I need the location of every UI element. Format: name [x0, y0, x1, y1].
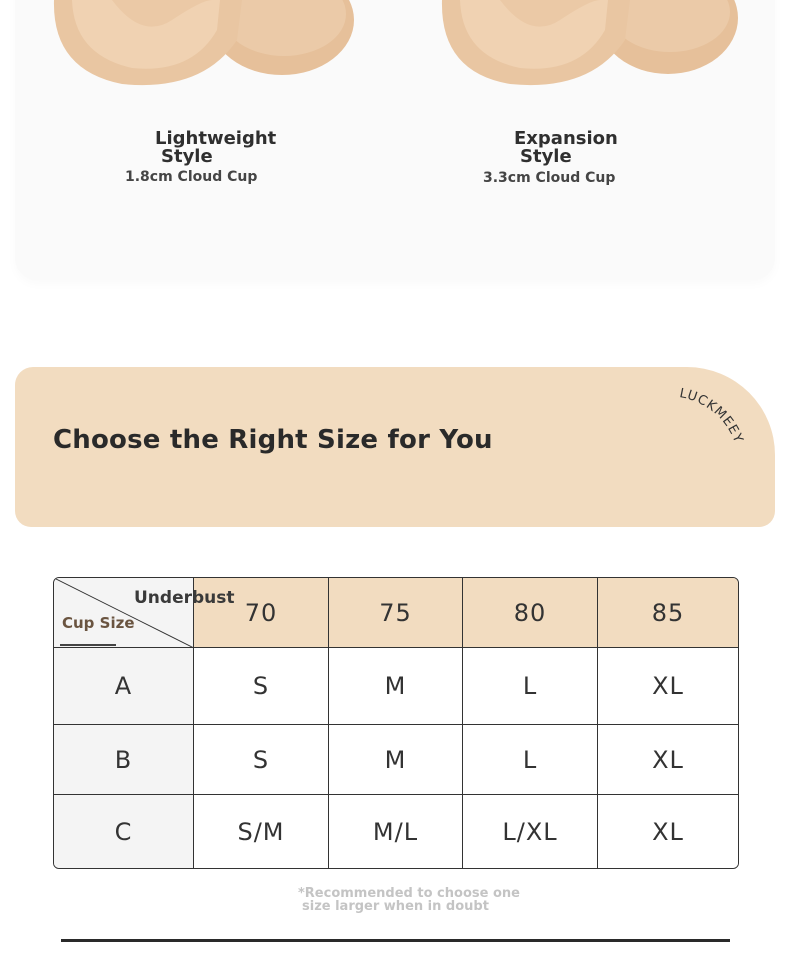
- expansion-subtitle: 3.3cm Cloud Cup: [483, 170, 616, 186]
- lightweight-style-title: [155, 130, 276, 166]
- cup-row-label-a: A: [54, 648, 194, 725]
- table-cell: XL: [598, 725, 738, 795]
- table-corner-cell: [54, 578, 235, 648]
- expansion-title-line2: Style: [520, 146, 572, 167]
- lightweight-cup-image: [52, 0, 354, 90]
- table-cell: L/XL: [463, 795, 598, 868]
- note-line-1: *Recommended to choose one: [298, 886, 520, 901]
- underbust-header-75: 75: [329, 578, 463, 648]
- table-cell: XL: [598, 648, 738, 725]
- size-recommendation-note: [298, 887, 520, 913]
- table-cell: M: [329, 648, 463, 725]
- table-cell: L: [463, 648, 598, 725]
- underbust-header-85: 85: [598, 578, 738, 648]
- brand-logo: [669, 383, 759, 473]
- size-chart-table: [53, 577, 739, 869]
- cup-row-label-b: B: [54, 725, 194, 795]
- lightweight-title-line1: Lightweight: [155, 128, 277, 149]
- table-cell: XL: [598, 795, 738, 868]
- brand-logo-text: LUCKMEEY: [678, 386, 746, 446]
- cup-size-underline: [60, 644, 116, 646]
- lightweight-title-line2: Style: [161, 146, 213, 167]
- size-guide-banner: [15, 367, 775, 527]
- lightweight-subtitle: 1.8cm Cloud Cup: [125, 169, 258, 185]
- expansion-style-title: [514, 130, 618, 166]
- table-cell: S/M: [194, 795, 329, 868]
- underbust-label: Underbust: [134, 588, 235, 608]
- table-cell: S: [194, 725, 329, 795]
- table-cell: L: [463, 725, 598, 795]
- underbust-header-70: 70: [194, 578, 329, 648]
- svg-text:LUCKMEEY: [678, 386, 746, 446]
- table-cell: S: [194, 648, 329, 725]
- expansion-cup-image: [440, 0, 740, 90]
- cup-size-label: Cup Size: [62, 614, 135, 632]
- expansion-title-line1: Expansion: [514, 128, 618, 149]
- table-cell: M: [329, 725, 463, 795]
- underbust-header-80: 80: [463, 578, 598, 648]
- bottom-divider: [61, 939, 730, 942]
- cup-row-label-c: C: [54, 795, 194, 868]
- banner-title: Choose the Right Size for You: [53, 425, 493, 455]
- note-line-2: size larger when in doubt: [302, 899, 489, 914]
- table-cell: M/L: [329, 795, 463, 868]
